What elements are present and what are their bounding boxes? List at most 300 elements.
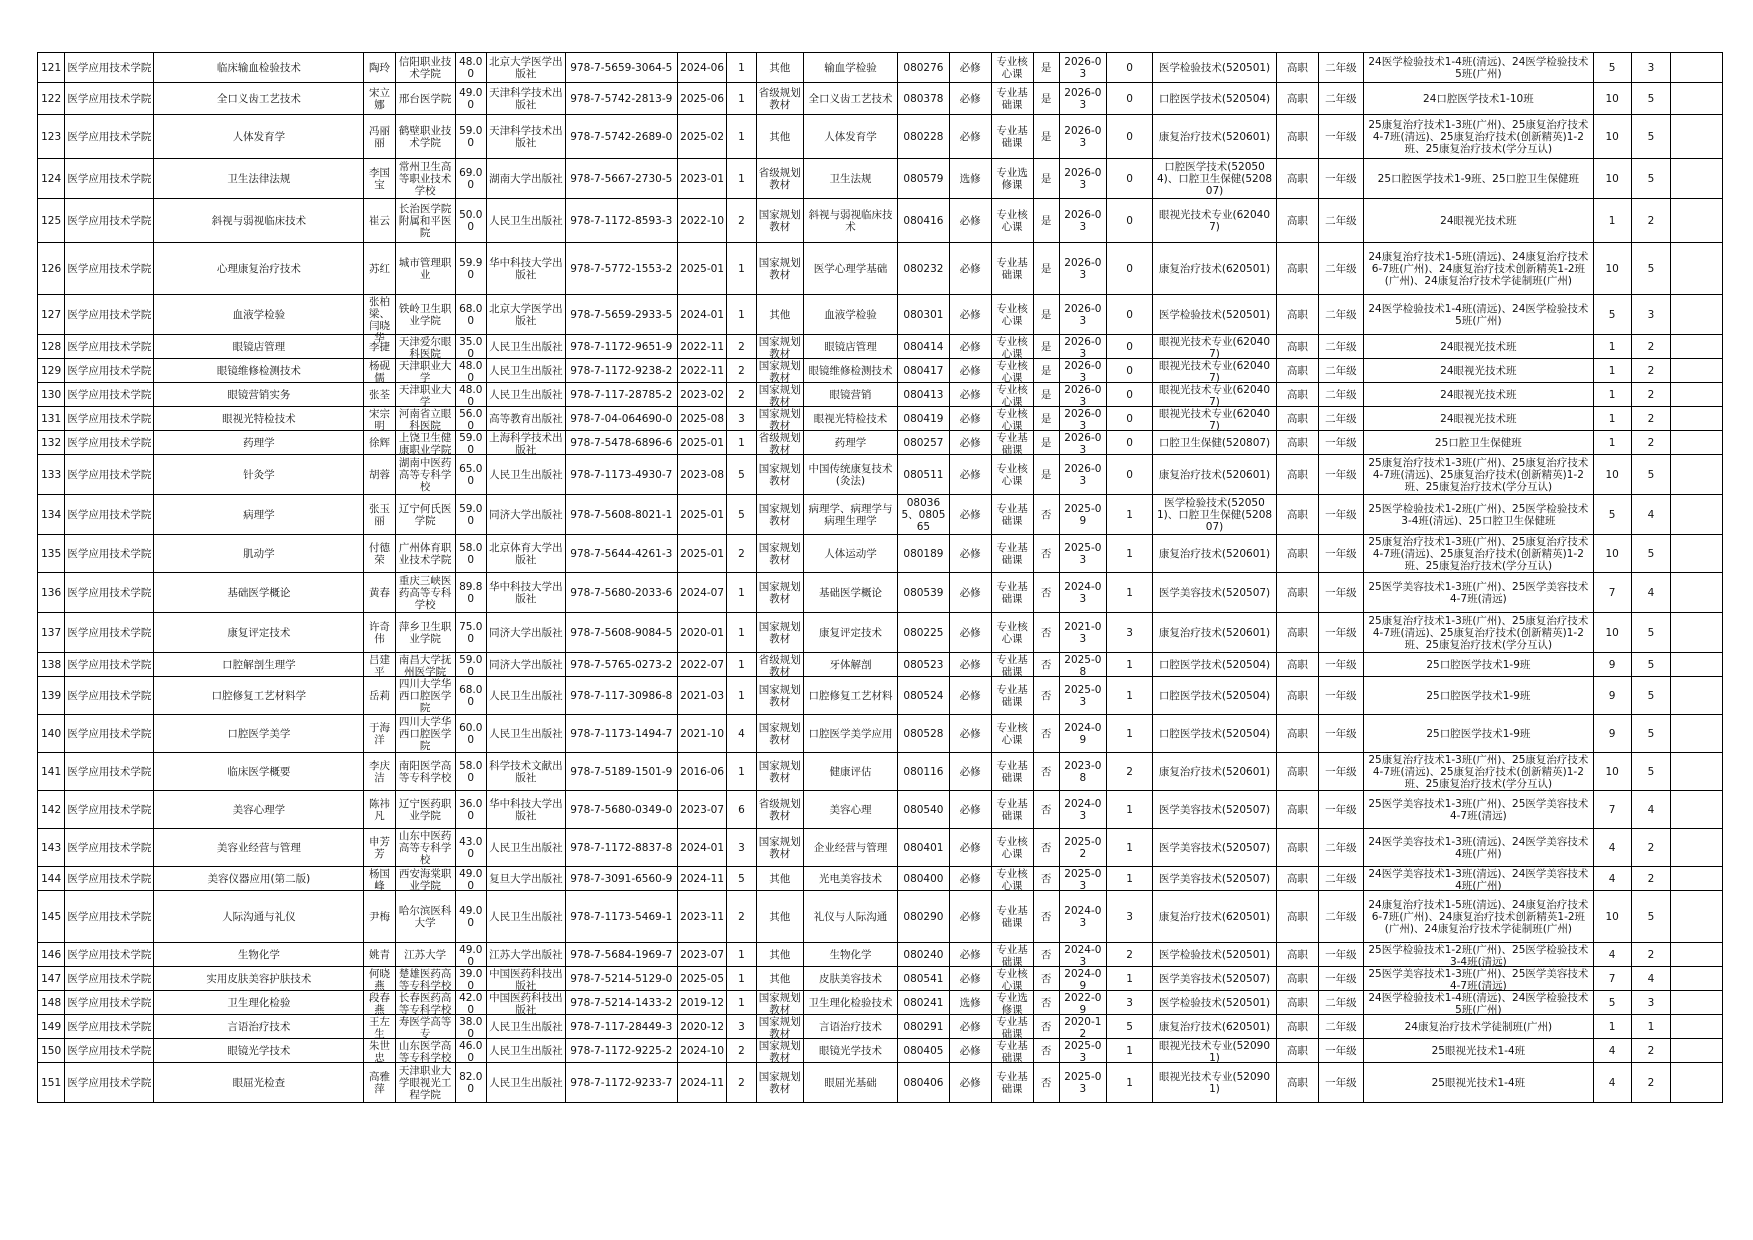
table-row <box>38 295 1723 335</box>
selection-flag-cell <box>1033 243 1059 295</box>
textbook-category-cell <box>756 535 803 573</box>
edition-number-cell <box>727 829 756 867</box>
isbn: 978-7-1172-9225-2 <box>570 1044 673 1057</box>
adoption-date-cell <box>1059 613 1106 653</box>
course-nature: 专业基础课 <box>996 1039 1028 1064</box>
course-nature-cell <box>991 83 1033 115</box>
course-nature-cell <box>991 159 1033 199</box>
table-row <box>38 53 1723 83</box>
publisher-cell <box>487 677 566 715</box>
usage-count-cell <box>1106 83 1152 115</box>
publisher-cell <box>487 83 566 115</box>
course-title: 药理学 <box>834 436 867 449</box>
college-cell <box>65 335 154 359</box>
publisher: 同济大学出版社 <box>489 658 563 671</box>
usage-count: 0 <box>1126 262 1133 275</box>
course-code-cell <box>898 115 949 159</box>
course-title-cell <box>803 891 897 943</box>
usage-count: 0 <box>1126 172 1133 185</box>
row-number-cell <box>38 335 65 359</box>
course-title-cell <box>803 243 897 295</box>
textbook-category: 国家规划教材 <box>758 620 801 645</box>
edition-number-cell <box>727 613 756 653</box>
row-number: 140 <box>41 727 62 740</box>
major-cell <box>1153 1015 1277 1039</box>
education-level-cell <box>1276 455 1318 495</box>
grade-cell <box>1318 295 1363 335</box>
classes: 25口腔医学技术1-9班、25口腔卫生保健班 <box>1377 172 1580 185</box>
major-cell <box>1153 535 1277 573</box>
edition-number: 1 <box>738 972 745 985</box>
classes-cell <box>1363 83 1593 115</box>
course-nature: 专业基础课 <box>996 256 1028 281</box>
editor: 何晓燕 <box>369 967 390 992</box>
usage-count-cell <box>1106 243 1152 295</box>
table-row <box>38 1039 1723 1063</box>
course-name-cell <box>154 943 364 967</box>
copies-cell <box>1631 753 1671 791</box>
grade-cell <box>1318 1039 1363 1063</box>
edition-number-cell <box>727 359 756 383</box>
grade-cell <box>1318 431 1363 455</box>
selection-flag: 是 <box>1040 61 1052 74</box>
adoption-date: 2020-12 <box>1064 1015 1102 1040</box>
price: 58.00 <box>459 541 483 566</box>
textbook-category: 国家规划教材 <box>758 462 801 487</box>
price-cell <box>455 335 486 359</box>
major: 康复治疗技术(520601) <box>1158 547 1271 560</box>
publisher: 人民卫生出版社 <box>489 214 563 227</box>
edition-number-cell <box>727 455 756 495</box>
isbn-cell <box>565 535 677 573</box>
college-cell <box>65 383 154 407</box>
classes: 24眼视光技术班 <box>1440 388 1517 401</box>
course-code-cell <box>898 431 949 455</box>
price-cell <box>455 53 486 83</box>
course-name: 基础医学概论 <box>227 586 291 599</box>
classes: 25口腔医学技术1-9班 <box>1426 727 1531 740</box>
isbn-cell <box>565 943 677 967</box>
course-code: 080301 <box>903 308 944 321</box>
grade-cell <box>1318 359 1363 383</box>
remark-cell <box>1671 535 1723 573</box>
editor: 高雅萍 <box>369 1070 390 1095</box>
course-name-cell <box>154 243 364 295</box>
usage-count-cell <box>1106 791 1152 829</box>
edition-date: 2025-05 <box>680 972 725 985</box>
course-name: 全口义齿工艺技术 <box>216 92 301 105</box>
remark-cell <box>1671 53 1723 83</box>
education-level-cell <box>1276 677 1318 715</box>
class-count: 7 <box>1608 586 1616 599</box>
college-cell <box>65 891 154 943</box>
classes: 25眼视光技术1-4班 <box>1431 1044 1526 1057</box>
usage-count: 0 <box>1126 340 1133 353</box>
row-number-cell <box>38 967 65 991</box>
major: 口腔医学技术(520504)、口腔卫生保健(520807) <box>1156 160 1273 197</box>
class-count: 9 <box>1608 658 1616 671</box>
grade: 二年级 <box>1325 92 1357 105</box>
edition-date: 2023-01 <box>680 172 725 185</box>
editor-affiliation-cell <box>395 335 455 359</box>
course-type-cell <box>949 83 991 115</box>
course-nature: 专业基础课 <box>996 580 1028 605</box>
editor-cell <box>364 791 395 829</box>
publisher: 人民卫生出版社 <box>489 1020 563 1033</box>
course-name-cell <box>154 891 364 943</box>
table-row <box>38 1063 1723 1103</box>
selection-flag-cell <box>1033 495 1059 535</box>
selection-flag: 否 <box>1040 1044 1052 1057</box>
row-number-cell <box>38 455 65 495</box>
course-type: 选修 <box>959 996 981 1009</box>
edition-number: 2 <box>738 364 745 377</box>
college-cell <box>65 829 154 867</box>
course-name-cell <box>154 791 364 829</box>
education-level-cell <box>1276 383 1318 407</box>
course-nature-cell <box>991 1015 1033 1039</box>
major-cell <box>1153 431 1277 455</box>
edition-date: 2025-01 <box>680 262 725 275</box>
usage-count-cell <box>1106 359 1152 383</box>
price-cell <box>455 295 486 335</box>
edition-number: 1 <box>738 130 745 143</box>
class-count-cell <box>1593 53 1631 83</box>
usage-count: 0 <box>1126 388 1133 401</box>
major-cell <box>1153 159 1277 199</box>
classes: 24医学美容技术1-3班(清远)、24医学美容技术4班(广州) <box>1368 835 1589 860</box>
course-type: 必修 <box>959 340 981 353</box>
usage-count: 2 <box>1126 948 1133 961</box>
education-level-cell <box>1276 159 1318 199</box>
edition-date-cell <box>677 753 726 791</box>
grade: 一年级 <box>1325 948 1357 961</box>
editor-affiliation: 城市管理职业 <box>398 256 452 281</box>
copies-cell <box>1631 829 1671 867</box>
copies-cell <box>1631 495 1671 535</box>
isbn: 978-7-1172-9651-9 <box>570 340 673 353</box>
course-title: 皮肤美容技术 <box>819 972 883 985</box>
edition-number: 1 <box>738 626 745 639</box>
class-count: 1 <box>1608 1020 1616 1033</box>
textbook-category: 省级规划教材 <box>758 166 801 191</box>
college-cell <box>65 753 154 791</box>
class-count: 10 <box>1605 172 1619 185</box>
usage-count-cell <box>1106 677 1152 715</box>
course-title-cell <box>803 199 897 243</box>
edition-date: 2023-11 <box>680 910 725 923</box>
usage-count: 1 <box>1126 841 1133 854</box>
edition-number-cell <box>727 891 756 943</box>
isbn-cell <box>565 243 677 295</box>
course-nature-cell <box>991 867 1033 891</box>
edition-date: 2024-11 <box>680 872 725 885</box>
table-row <box>38 199 1723 243</box>
copies: 3 <box>1647 61 1655 74</box>
course-nature: 专业基础课 <box>996 759 1028 784</box>
price-cell <box>455 613 486 653</box>
usage-count: 1 <box>1126 586 1133 599</box>
course-type: 必修 <box>959 547 981 560</box>
textbook-category: 其他 <box>769 872 791 885</box>
textbook-category-cell <box>756 159 803 199</box>
college: 医学应用技术学院 <box>67 1076 152 1089</box>
class-count-cell <box>1593 991 1631 1015</box>
class-count: 4 <box>1608 872 1616 885</box>
edition-number: 1 <box>738 658 745 671</box>
class-count: 10 <box>1605 765 1619 778</box>
course-code: 080365、080565 <box>901 496 946 533</box>
grade: 二年级 <box>1325 340 1357 353</box>
edition-date: 2024-01 <box>680 841 725 854</box>
textbook-category-cell <box>756 243 803 295</box>
publisher: 复旦大学出版社 <box>489 872 563 885</box>
table-row <box>38 753 1723 791</box>
copies: 3 <box>1647 996 1655 1009</box>
major: 医学美容技术(520507) <box>1158 872 1271 885</box>
grade: 一年级 <box>1325 689 1357 702</box>
isbn: 978-7-1173-1494-7 <box>570 727 673 740</box>
grade: 一年级 <box>1325 1076 1357 1089</box>
course-code-cell <box>898 1063 949 1103</box>
course-title-cell <box>803 115 897 159</box>
adoption-date-cell <box>1059 829 1106 867</box>
copies-cell <box>1631 613 1671 653</box>
row-number-cell <box>38 991 65 1015</box>
edition-date-cell <box>677 867 726 891</box>
usage-count-cell <box>1106 867 1152 891</box>
usage-count-cell <box>1106 1063 1152 1103</box>
selection-flag: 是 <box>1040 92 1052 105</box>
course-nature-cell <box>991 383 1033 407</box>
course-type: 必修 <box>959 765 981 778</box>
price-cell <box>455 1039 486 1063</box>
course-title: 斜视与弱视临床技术 <box>808 208 893 233</box>
college-cell <box>65 407 154 431</box>
education-level: 高职 <box>1286 388 1308 401</box>
course-nature-cell <box>991 943 1033 967</box>
course-code-cell <box>898 383 949 407</box>
publisher: 华中科技大学出版社 <box>489 256 563 281</box>
course-name-cell <box>154 653 364 677</box>
course-type: 必修 <box>959 948 981 961</box>
editor-cell <box>364 943 395 967</box>
usage-count-cell <box>1106 335 1152 359</box>
course-title: 全口义齿工艺技术 <box>808 92 893 105</box>
edition-number: 3 <box>738 841 745 854</box>
major: 口腔医学技术(520504) <box>1158 658 1271 671</box>
course-title-cell <box>803 495 897 535</box>
editor: 李国宝 <box>369 166 390 191</box>
college-cell <box>65 243 154 295</box>
course-name: 临床输血检验技术 <box>216 61 301 74</box>
college: 医学应用技术学院 <box>67 765 152 778</box>
remark-cell <box>1671 791 1723 829</box>
course-type-cell <box>949 653 991 677</box>
usage-count: 1 <box>1126 803 1133 816</box>
course-title: 言语治疗技术 <box>819 1020 883 1033</box>
textbook-category-cell <box>756 677 803 715</box>
college-cell <box>65 53 154 83</box>
isbn: 978-7-5765-0273-2 <box>570 658 673 671</box>
grade-cell <box>1318 243 1363 295</box>
grade: 一年级 <box>1325 436 1357 449</box>
education-level: 高职 <box>1286 586 1308 599</box>
classes: 24眼视光技术班 <box>1440 412 1517 425</box>
copies: 2 <box>1647 214 1655 227</box>
copies: 2 <box>1647 1076 1655 1089</box>
editor-affiliation: 萍乡卫生职业学院 <box>398 620 452 645</box>
course-type: 必修 <box>959 468 981 481</box>
course-name-cell <box>154 967 364 991</box>
course-nature: 专业核心课 <box>996 335 1028 360</box>
major: 医学美容技术(520507) <box>1158 803 1271 816</box>
class-count-cell <box>1593 335 1631 359</box>
course-name: 美容心理学 <box>232 803 286 816</box>
education-level-cell <box>1276 431 1318 455</box>
major-cell <box>1153 613 1277 653</box>
grade-cell <box>1318 653 1363 677</box>
classes: 24眼视光技术班 <box>1440 364 1517 377</box>
classes-cell <box>1363 573 1593 613</box>
selection-flag-cell <box>1033 613 1059 653</box>
usage-count: 0 <box>1126 130 1133 143</box>
classes-cell <box>1363 991 1593 1015</box>
education-level: 高职 <box>1286 626 1308 639</box>
major: 康复治疗技术(520601) <box>1158 765 1271 778</box>
college-cell <box>65 791 154 829</box>
price: 43.00 <box>459 835 483 860</box>
textbook-category-cell <box>756 1015 803 1039</box>
course-name-cell <box>154 573 364 613</box>
education-level: 高职 <box>1286 508 1308 521</box>
editor: 姚青 <box>369 948 390 961</box>
editor-affiliation: 天津爱尔眼科医院 <box>398 335 452 360</box>
row-number-cell <box>38 383 65 407</box>
classes: 25口腔卫生保健班 <box>1434 436 1522 449</box>
edition-number-cell <box>727 653 756 677</box>
education-level: 高职 <box>1286 130 1308 143</box>
editor-cell <box>364 573 395 613</box>
college: 医学应用技术学院 <box>67 308 152 321</box>
row-number-cell <box>38 407 65 431</box>
editor-cell <box>364 535 395 573</box>
selection-flag: 否 <box>1040 910 1052 923</box>
price: 49.00 <box>459 86 483 111</box>
selection-flag-cell <box>1033 867 1059 891</box>
row-number: 141 <box>41 765 62 778</box>
remark-cell <box>1671 653 1723 677</box>
college-cell <box>65 495 154 535</box>
textbook-category-cell <box>756 383 803 407</box>
course-type-cell <box>949 455 991 495</box>
row-number: 148 <box>41 996 62 1009</box>
course-title: 牙体解剖 <box>829 658 872 671</box>
classes: 24医学检验技术1-4班(清远)、24医学检验技术5班(广州) <box>1368 302 1589 327</box>
adoption-date: 2024-09 <box>1064 721 1102 746</box>
edition-date: 2025-02 <box>680 130 725 143</box>
course-name-cell <box>154 867 364 891</box>
editor-affiliation: 河南省立眼科医院 <box>398 407 452 432</box>
grade: 二年级 <box>1325 996 1357 1009</box>
selection-flag-cell <box>1033 295 1059 335</box>
grade: 一年级 <box>1325 765 1357 778</box>
course-title: 人体发育学 <box>824 130 877 143</box>
selection-flag-cell <box>1033 829 1059 867</box>
class-count: 1 <box>1608 412 1616 425</box>
course-title: 病理学、病理学与病理生理学 <box>808 502 893 527</box>
price-cell <box>455 455 486 495</box>
editor-cell <box>364 53 395 83</box>
usage-count: 0 <box>1126 214 1133 227</box>
education-level-cell <box>1276 535 1318 573</box>
major-cell <box>1153 295 1277 335</box>
table-row <box>38 535 1723 573</box>
isbn-cell <box>565 335 677 359</box>
class-count-cell <box>1593 1063 1631 1103</box>
edition-number-cell <box>727 535 756 573</box>
publisher-cell <box>487 295 566 335</box>
adoption-date-cell <box>1059 359 1106 383</box>
course-code: 080511 <box>903 468 944 481</box>
price: 56.00 <box>459 407 483 432</box>
price-cell <box>455 677 486 715</box>
publisher-cell <box>487 891 566 943</box>
major: 眼视光技术专业(620407) <box>1159 407 1271 432</box>
education-level-cell <box>1276 495 1318 535</box>
grade: 一年级 <box>1325 468 1357 481</box>
edition-date: 2024-07 <box>680 586 725 599</box>
adoption-date: 2026-03 <box>1064 359 1102 384</box>
class-count: 1 <box>1608 214 1616 227</box>
edition-date-cell <box>677 891 726 943</box>
major-cell <box>1153 677 1277 715</box>
row-number: 145 <box>41 910 62 923</box>
editor: 苏红 <box>369 262 390 275</box>
edition-date: 2023-02 <box>680 388 725 401</box>
class-count-cell <box>1593 677 1631 715</box>
editor-affiliation: 西安海棠职业学院 <box>398 867 452 892</box>
row-number-cell <box>38 243 65 295</box>
table-row <box>38 383 1723 407</box>
selection-flag: 否 <box>1040 586 1052 599</box>
course-code: 080419 <box>903 412 944 425</box>
course-name: 肌动学 <box>243 547 275 560</box>
course-code: 080406 <box>903 1076 944 1089</box>
course-title-cell <box>803 829 897 867</box>
course-type: 必修 <box>959 803 981 816</box>
row-number-cell <box>38 677 65 715</box>
isbn: 978-7-5608-9084-5 <box>570 626 673 639</box>
major: 眼视光技术专业(520901) <box>1159 1070 1271 1095</box>
editor: 张柏梁、闫晓华 <box>369 295 390 344</box>
remark-cell <box>1671 753 1723 791</box>
adoption-date: 2026-03 <box>1064 407 1102 432</box>
row-number-cell <box>38 159 65 199</box>
publisher-cell <box>487 535 566 573</box>
edition-date-cell <box>677 495 726 535</box>
course-code-cell <box>898 677 949 715</box>
course-title-cell <box>803 295 897 335</box>
adoption-date-cell <box>1059 199 1106 243</box>
adoption-date: 2025-03 <box>1064 683 1102 708</box>
college: 医学应用技术学院 <box>67 364 152 377</box>
edition-number: 1 <box>738 765 745 778</box>
course-nature: 专业基础课 <box>996 943 1028 968</box>
edition-number: 1 <box>738 92 745 105</box>
row-number-cell <box>38 1063 65 1103</box>
publisher: 人民卫生出版社 <box>489 1044 563 1057</box>
